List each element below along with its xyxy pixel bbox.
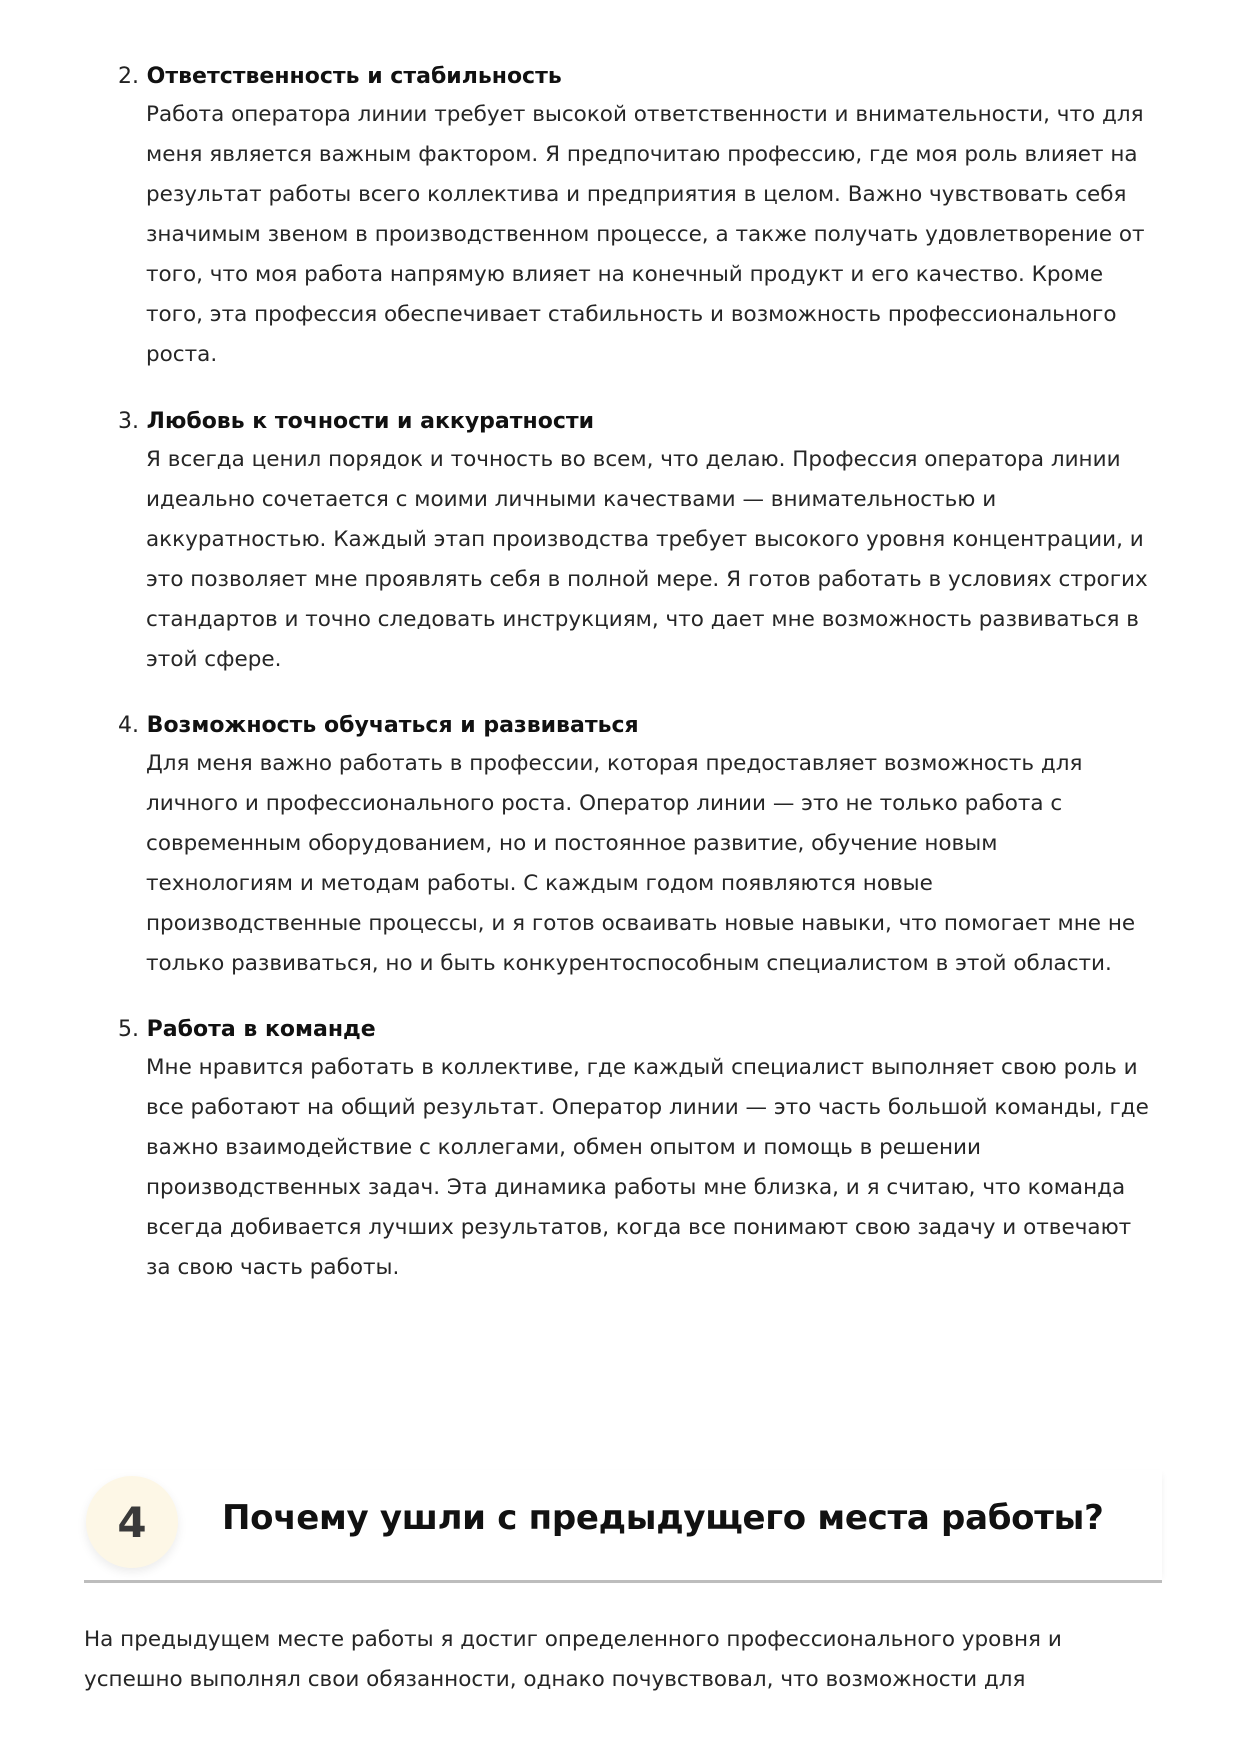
section-paragraph <box>84 1620 1164 1700</box>
text-line: аккуратностью. Каждый этап производства требует высокого уровня концентрации, и <box>146 527 1144 552</box>
text-line: Я всегда ценил порядок и точность во всем, что делаю. Профессия оператора линии <box>146 447 1121 472</box>
list-item-body <box>146 744 1168 984</box>
text-line: за свою часть работы. <box>146 1255 400 1280</box>
text-line: успешно выполнял свои обязанности, однако почувствовал, что возможности для <box>84 1667 1026 1692</box>
text-line: производственные процессы, и я готов осваивать новые навыки, что помогает мне не <box>146 911 1136 936</box>
list-item-body <box>146 440 1168 680</box>
section-header <box>84 1470 1162 1583</box>
text-line: Мне нравится работать в коллективе, где каждый специалист выполняет свою роль и <box>146 1055 1138 1080</box>
text-line: это позволяет мне проявлять себя в полной мере. Я готов работать в условиях строгих <box>146 567 1148 592</box>
text-line: значимым звеном в производственном процессе, а также получать удовлетворение от <box>146 222 1145 247</box>
text-line: идеально сочетается с моими личными качествами — внимательностью и <box>146 487 997 512</box>
list-item-body <box>146 1048 1168 1288</box>
text-line: Работа оператора линии требует высокой ответственности и внимательности, что для <box>146 102 1144 127</box>
list-item-title <box>118 407 1168 437</box>
list-item-number: 2. <box>118 64 139 89</box>
list-item-heading: Любовь к точности и аккуратности <box>146 409 595 434</box>
list-item-heading: Возможность обучаться и развиваться <box>146 713 639 738</box>
text-line: всегда добивается лучших результатов, когда все понимают свою задачу и отвечают <box>146 1215 1132 1240</box>
list-item-title <box>118 1015 1168 1045</box>
text-line: личного и профессионального роста. Оператор линии — это не только работа с <box>146 791 1063 816</box>
list-item-number: 5. <box>118 1017 139 1042</box>
list-item <box>118 1015 1168 1288</box>
text-line: этой сфере. <box>146 647 282 672</box>
list-item-title <box>118 62 1168 92</box>
list-item-number: 3. <box>118 409 139 434</box>
text-line: На предыдущем месте работы я достиг определенного профессионального уровня и <box>84 1627 1062 1652</box>
list-item <box>118 62 1168 375</box>
text-line: важно взаимодействие с коллегами, обмен опытом и помощь в решении <box>146 1135 981 1160</box>
list-item <box>118 407 1168 680</box>
section-title: Почему ушли с предыдущего места работы? <box>222 1498 1104 1538</box>
section-number-badge: 4 <box>86 1476 178 1568</box>
text-line: того, эта профессия обеспечивает стабильность и возможность профессионального <box>146 302 1117 327</box>
text-line: Для меня важно работать в профессии, которая предоставляет возможность для <box>146 751 1083 776</box>
text-line: роста. <box>146 342 218 367</box>
text-line: стандартов и точно следовать инструкциям, что дает мне возможность развиваться в <box>146 607 1139 632</box>
list-item-heading: Ответственность и стабильность <box>146 64 562 89</box>
text-line: результат работы всего коллектива и предприятия в целом. Важно чувствовать себя <box>146 182 1127 207</box>
text-line: меня является важным фактором. Я предпочитаю профессию, где моя роль влияет на <box>146 142 1138 167</box>
text-line: технологиям и методам работы. С каждым годом появляются новые <box>146 871 933 896</box>
list-item <box>118 711 1168 984</box>
list-item-heading: Работа в команде <box>146 1017 376 1042</box>
text-line: все работают на общий результат. Оператор линии — это часть большой команды, где <box>146 1095 1149 1120</box>
text-line: того, что моя работа напрямую влияет на конечный продукт и его качество. Кроме <box>146 262 1104 287</box>
list-item-body <box>146 95 1168 375</box>
list-item-number: 4. <box>118 713 139 738</box>
text-line: производственных задач. Эта динамика работы мне близка, и я считаю, что команда <box>146 1175 1126 1200</box>
text-line: только развиваться, но и быть конкурентоспособным специалистом в этой области. <box>146 951 1112 976</box>
list-item-title <box>118 711 1168 741</box>
text-line: современным оборудованием, но и постоянное развитие, обучение новым <box>146 831 998 856</box>
